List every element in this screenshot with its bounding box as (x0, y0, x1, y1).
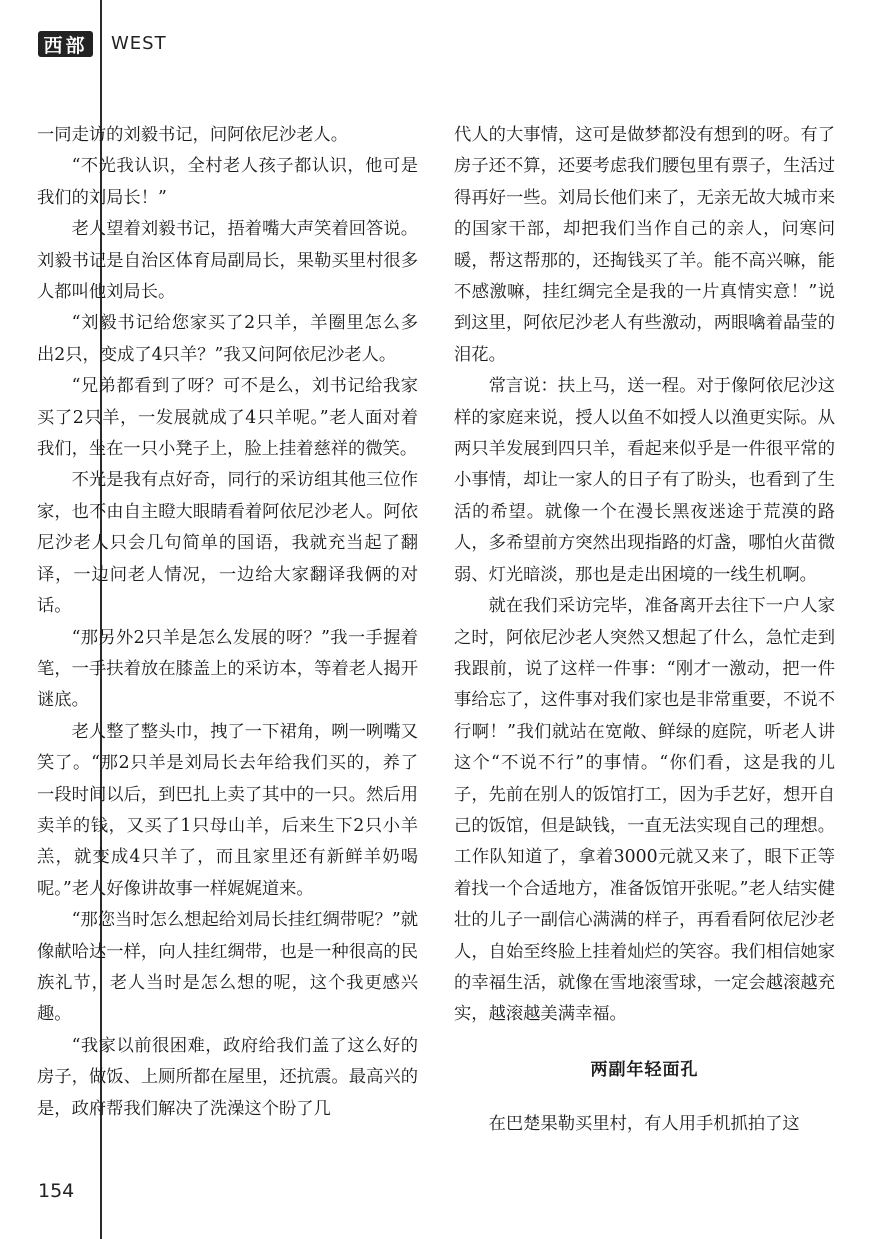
paragraph: “刘毅书记给您家买了2只羊，羊圈里怎么多出2只，变成了4只羊？”我又问阿依尼沙老人。 (37, 313, 418, 365)
paragraph: “我家以前很困难，政府给我们盖了这么好的房子，做饭、上厕所都在屋里，还抗震。最高兴的是，政府帮我们解决了洗澡这个盼了几 (37, 1035, 418, 1119)
paragraph: 老人整了整头巾，拽了一下裙角，咧一咧嘴又笑了。“那2只羊是刘局长去年给我们买的，养了一段时间以后，到巴扎上卖了其中的一只。然后用卖羊的钱，又买了1只母山羊，后来生下2只小羊羔，就变成4只羊了，而且家里还有新鲜羊奶喝呢。”老人好像讲故事一样娓娓道来。 (37, 721, 418, 899)
page-number: 154 (38, 1180, 75, 1202)
paragraph: 就在我们采访完毕，准备离开去往下一户人家之时，阿依尼沙老人突然又想起了什么，急忙走到我跟前，说了这样一件事：“刚才一激动，把一件事给忘了，这件事对我们家也是非常重要，不说不行啊！”我们就站在宽敞、鲜绿的庭院，听老人讲这个“不说不行”的事情。“你们看，这是我的儿子，先前在别人的饭馆打工，因为手艺好，想开自己的饭馆，但是缺钱，一直无法实现自己的理想。工作队知道了，拿着3000元就又来了，眼下正等着找一个合适地方，准备饭馆开张呢。”老人结实健壮的儿子一副信心满满的样子，再看看阿依尼沙老人，自始至终脸上挂着灿烂的笑容。我们相信她家的幸福生活，就像在雪地滚雪球，一定会越滚越充实，越滚越美满幸福。 (454, 596, 835, 1025)
journal-logo (38, 31, 93, 57)
paragraph: 不光是我有点好奇，同行的采访组其他三位作家，也不由自主瞪大眼睛看着阿依尼沙老人。阿依尼沙老人只会几句简单的国语，我就充当起了翻译，一边问老人情况，一边给大家翻译我俩的对话。 (37, 470, 418, 617)
paragraph: “那您当时怎么想起给刘局长挂红绸带呢？”就像献哈达一样，向人挂红绸带，也是一种很高的民族礼节，老人当时是怎么想的呢，这个我更感兴趣。 (37, 910, 418, 1025)
paragraph: 一同走访的刘毅书记，问阿依尼沙老人。 (37, 125, 349, 145)
paragraph: “兄弟都看到了呀？可不是么，刘书记给我家买了2只羊，一发展就成了4只羊呢。”老人面对着我们，坐在一只小凳子上，脸上挂着慈祥的微笑。 (37, 376, 418, 460)
paragraph: 常言说：扶上马，送一程。对于像阿依尼沙这样的家庭来说，授人以鱼不如授人以渔更实际。从两只羊发展到四只羊，看起来似乎是一件很平常的小事情，却让一家人的日子有了盼头，也看到了生活的希望。就像一个在漫长黑夜迷途于荒漠的路人，多希望前方突然出现指路的灯盏，哪怕火苗微弱、灯光暗淡，那也是走出困境的一线生机啊。 (454, 376, 835, 585)
paragraph: 在巴楚果勒买里村，有人用手机抓拍了这 (488, 1113, 800, 1134)
left-column (37, 120, 418, 1125)
logo-text: 西部 (43, 34, 88, 57)
section-title: WEST (111, 33, 167, 54)
paragraph: 老人望着刘毅书记，捂着嘴大声笑着回答说。刘毅书记是自治区体育局副局长，果勒买里村很多人都叫他刘局长。 (37, 219, 418, 303)
paragraph: “那另外2只羊是怎么发展的呀？”我一手握着笔，一手扶着放在膝盖上的采访本，等着老人揭开谜底。 (37, 627, 418, 711)
paragraph: 代人的大事情，这可是做梦都没有想到的呀。有了房子还不算，还要考虑我们腰包里有票子，生活过得再好一些。刘局长他们来了，无亲无故大城市来的国家干部，却把我们当作自己的亲人，问寒问暖，帮这帮那的，还掏钱买了羊。能不高兴嘛，能不感激嘛，挂红绸完全是我的一片真情实意！”说到这里，阿依尼沙老人有些激动，两眼噙着晶莹的泪花。 (454, 125, 835, 365)
paragraph: “不光我认识，全村老人孩子都认识，他可是我们的刘局长！” (37, 156, 418, 208)
section-heading: 两副年轻面孔 (590, 1059, 699, 1080)
right-column (454, 120, 835, 1140)
